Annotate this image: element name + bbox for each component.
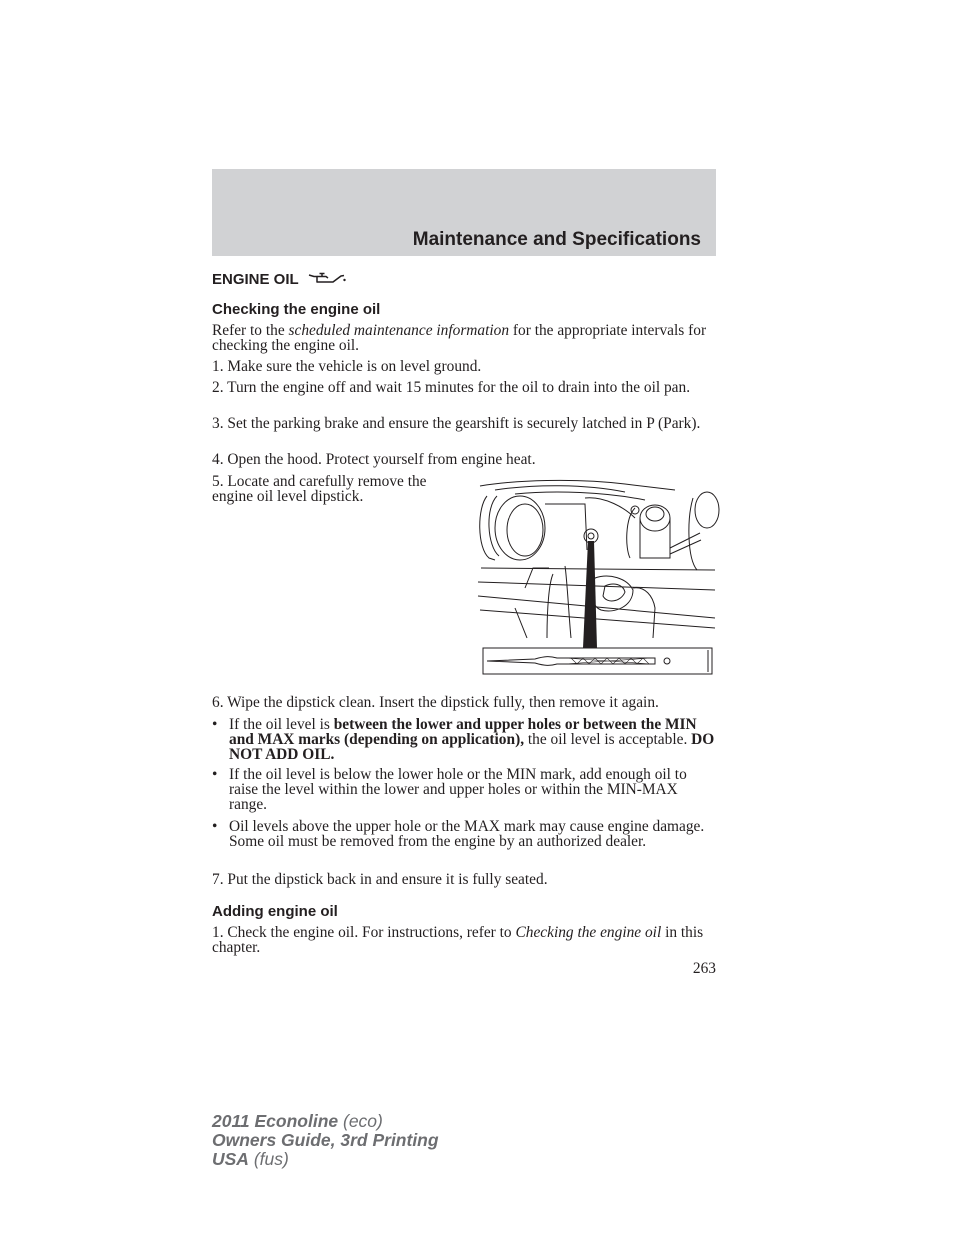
scheduled-maintenance-reference: scheduled maintenance information (288, 322, 510, 339)
step-3: 3. Set the parking brake and ensure the gearshift is securely latched in P (Park). (212, 415, 701, 432)
adding-subheading: Adding engine oil (212, 903, 338, 920)
page-number: 263 (692, 960, 716, 977)
step-2: 2. Turn the engine off and wait 15 minutes for the oil to drain into the oil pan. (212, 379, 691, 396)
step-5: 5. Locate and carefully remove the engine oil level dipstick. (212, 473, 427, 505)
footer-line-2: Owners Guide, 3rd Printing (212, 1130, 439, 1150)
section-title: ENGINE OIL (212, 271, 299, 288)
checking-subheading: Checking the engine oil (212, 301, 381, 318)
footer-line-1: 2011 Econoline (eco) (212, 1111, 383, 1131)
page-title: Maintenance and Specifications (412, 229, 701, 250)
step-1: 1. Make sure the vehicle is on level ground. (212, 358, 482, 375)
step-4: 4. Open the hood. Protect yourself from engine heat. (212, 451, 536, 468)
section-heading (212, 271, 346, 288)
step-7: 7. Put the dipstick back in and ensure it is fully seated. (212, 871, 548, 888)
step-6: 6. Wipe the dipstick clean. Insert the dipstick fully, then remove it again. (212, 694, 659, 711)
header-band (212, 169, 716, 256)
adding-step-1: 1. Check the engine oil. For instructions, refer to Checking the engine oil in this chapter. (212, 924, 704, 956)
checking-intro: Refer to the scheduled maintenance information for the appropriate intervals for checking the engine oil. (212, 322, 707, 354)
checking-reference: Checking the engine oil (515, 924, 662, 941)
bullet-dot: • (212, 818, 218, 835)
oil-can-icon (308, 271, 346, 285)
footer-line-3: USA (fus) (212, 1149, 289, 1169)
footer (212, 1112, 439, 1169)
bullet-dot: • (212, 716, 218, 733)
bullet-dot: • (212, 766, 218, 783)
dipstick-illustration (475, 478, 720, 678)
